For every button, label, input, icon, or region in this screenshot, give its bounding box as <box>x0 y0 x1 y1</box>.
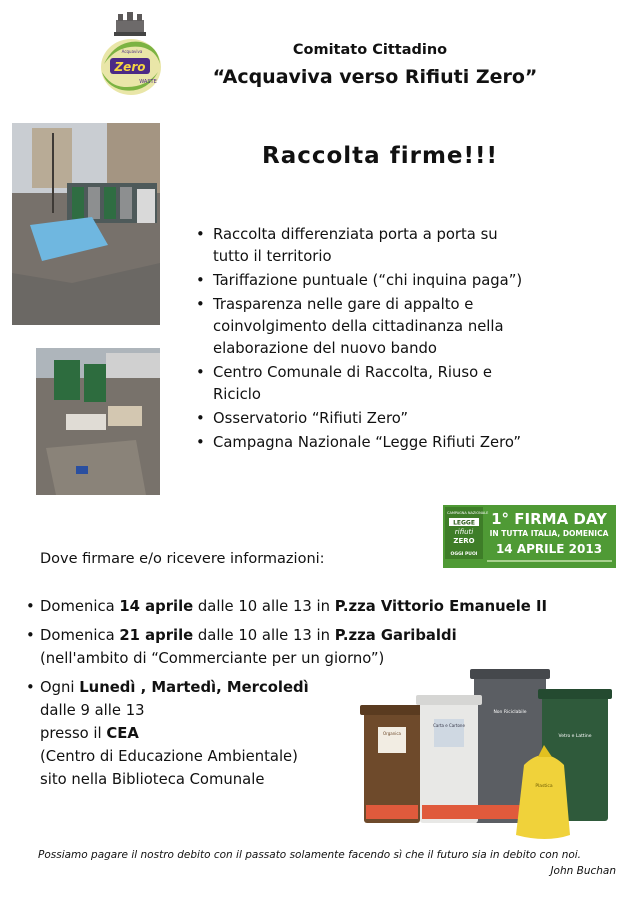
bins-street-photo <box>36 348 160 495</box>
list-item: • Domenica 14 aprile dalle 10 alle 13 in P.zza Vittorio Emanuele II <box>26 598 547 615</box>
quote-author: John Buchan <box>550 865 616 877</box>
logo-top-text: Acquaviva <box>121 49 143 54</box>
svg-text:Plastica: Plastica <box>535 784 553 789</box>
svg-text:ZERO: ZERO <box>453 537 475 545</box>
list-item: • Osservatorio “Rifiuti Zero” <box>196 410 408 427</box>
list-item: • Tariffazione puntuale (“chi inquina paga”) <box>196 272 523 289</box>
zero-waste-logo-icon <box>96 34 166 98</box>
svg-text:Non Riciclabile: Non Riciclabile <box>493 710 527 715</box>
svg-text:IN TUTTA ITALIA, DOMENICA: IN TUTTA ITALIA, DOMENICA <box>489 529 609 538</box>
svg-text:rifiuti: rifiuti <box>454 528 474 536</box>
logo-zero-text: Zero <box>114 60 146 74</box>
logo-waste-text: WASTE <box>139 79 157 85</box>
svg-text:1° FIRMA DAY: 1° FIRMA DAY <box>491 510 607 528</box>
committee-name: Comitato Cittadino <box>292 42 448 58</box>
recycling-bins-image <box>356 665 618 843</box>
street-waste-photo <box>12 123 160 325</box>
svg-text:LEGGE: LEGGE <box>453 519 475 527</box>
svg-text:Vetro e Lattine: Vetro e Lattine <box>558 734 592 739</box>
list-item: • Centro Comunale di Raccolta, Riuso e Riciclo <box>196 364 492 403</box>
quote-text: Possiamo pagare il nostro debito con il passato solamente facendo sì che il futuro sia in debito con noi. <box>38 849 582 861</box>
campaign-title: “Acquaviva verso Rifiuti Zero” <box>212 66 538 88</box>
where-title: Dove firmare e/o ricevere informazioni: <box>40 551 325 567</box>
demands-list <box>196 224 616 456</box>
svg-text:CAMPAGNA NAZIONALE: CAMPAGNA NAZIONALE <box>447 511 489 515</box>
headline: Raccolta firme!!! <box>262 143 498 169</box>
list-item: • Domenica 21 aprile dalle 10 alle 13 in P.zza Garibaldi (nell'ambito di “Commerciante per un giorno”) <box>26 627 457 667</box>
svg-text:OGGI PUOI: OGGI PUOI <box>450 552 478 557</box>
svg-text:Organica: Organica <box>382 731 402 736</box>
list-item: • Campagna Nazionale “Legge Rifiuti Zero” <box>196 434 522 451</box>
svg-text:14 APRILE 2013: 14 APRILE 2013 <box>495 542 603 556</box>
firma-day-poster <box>443 505 616 568</box>
svg-text:Carta e Cartone: Carta e Cartone <box>433 723 465 728</box>
list-item: • Raccolta differenziata porta a porta su tutto il territorio <box>196 226 498 265</box>
list-item: • Ogni Lunedì , Martedì, Mercoledì dalle 9 alle 13 presso il CEA (Centro di Educazione Ambientale) sito nella Biblioteca Comunale <box>26 679 309 788</box>
list-item: • Trasparenza nelle gare di appalto e coinvolgimento della cittadinanza nella elaborazione del nuovo bando <box>196 296 504 357</box>
